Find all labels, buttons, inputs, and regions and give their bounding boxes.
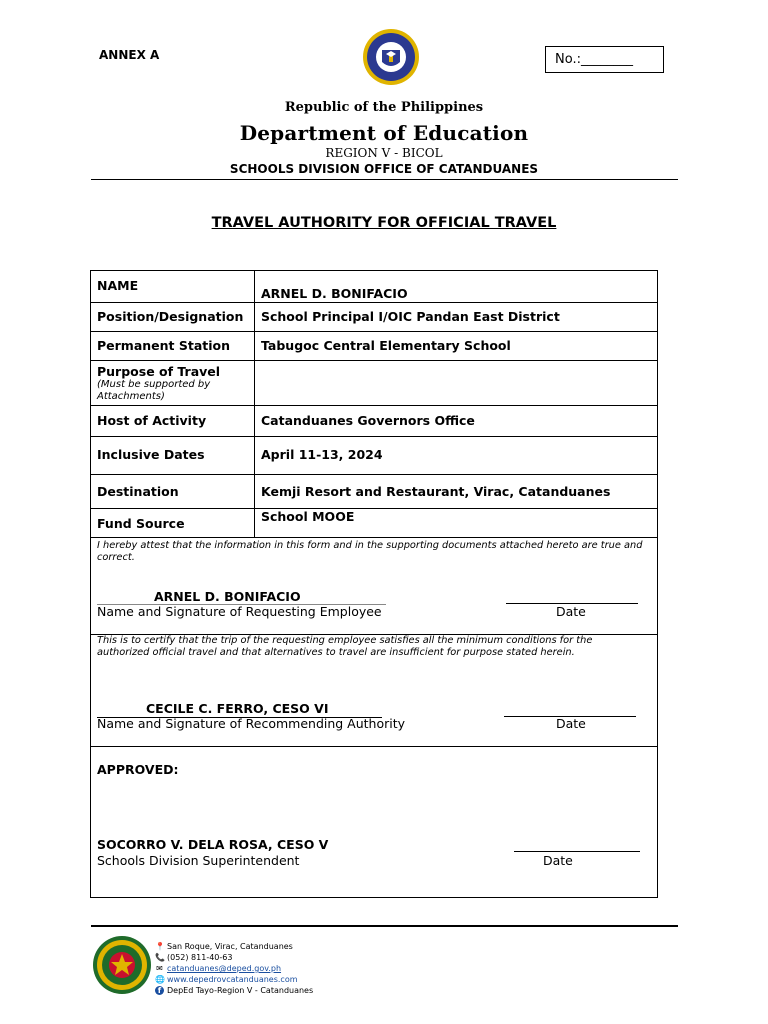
name-label: NAME [91, 271, 255, 302]
footer-divider [91, 925, 678, 927]
name-value: ARNEL D. BONIFACIO [261, 286, 408, 301]
header-divider [91, 179, 678, 180]
footer-facebook-text: DepEd Tayo-Region V - Catanduanes [167, 986, 314, 995]
superintendent-title: Schools Division Superintendent [97, 853, 300, 868]
row-station [91, 332, 657, 361]
envelope-icon: ✉ [156, 964, 163, 973]
row-name [91, 271, 657, 303]
host-value: Catanduanes Governors Office [261, 413, 475, 428]
footer-phone-text: (052) 811-40-63 [167, 953, 233, 962]
employee-signature-caption: Name and Signature of Requesting Employee [97, 604, 382, 619]
division-heading: SCHOOLS DIVISION OFFICE OF CATANDUANES [229, 162, 539, 176]
phone-icon: 📞 [155, 953, 165, 962]
footer-email-link[interactable]: catanduanes@deped.gov.ph [167, 964, 282, 973]
row-fund [91, 509, 657, 538]
certify-section [91, 635, 657, 747]
row-host [91, 406, 657, 437]
row-destination [91, 475, 657, 509]
approval-section [91, 747, 657, 897]
region-heading: REGION V - BICOL [325, 146, 443, 160]
recommending-date-label: Date [556, 716, 586, 731]
row-position [91, 303, 657, 332]
globe-icon: 🌐 [155, 975, 165, 984]
attest-section [91, 538, 657, 635]
facebook-icon: f [155, 986, 164, 995]
destination-label: Destination [91, 475, 255, 508]
location-pin-icon: 📍 [155, 942, 165, 951]
employee-date-label: Date [556, 604, 586, 619]
certify-text: This is to certify that the trip of the requesting employee satisfies all the minimum conditions for the authorized official travel and that alternatives to travel are insufficient for purpose stated herein. [97, 635, 593, 658]
fund-value: School MOOE [261, 509, 355, 524]
document-number-field: No.:________ [545, 46, 664, 73]
fund-label: Fund Source [91, 509, 255, 537]
host-label: Host of Activity [91, 406, 255, 436]
position-label: Position/Designation [91, 303, 255, 331]
approval-date-line [514, 851, 640, 852]
row-purpose [91, 361, 657, 406]
superintendent-name: SOCORRO V. DELA ROSA, CESO V [97, 837, 329, 852]
position-value: School Principal I/OIC Pandan East District [261, 309, 560, 324]
approved-label: APPROVED: [97, 762, 179, 777]
footer-address [155, 941, 293, 952]
purpose-cell [91, 361, 255, 405]
approval-date-label: Date [543, 853, 573, 868]
footer-address-text: San Roque, Virac, Catanduanes [167, 942, 293, 951]
station-value: Tabugoc Central Elementary School [261, 338, 511, 353]
attest-text: I hereby attest that the information in this form and in the supporting documents attached hereto are true and correct. [97, 540, 643, 563]
footer-website [155, 974, 298, 985]
purpose-label: Purpose of Travel [97, 364, 221, 379]
department-heading: Department of Education [239, 121, 529, 145]
employee-name: ARNEL D. BONIFACIO [154, 589, 301, 604]
footer-facebook [155, 985, 313, 996]
destination-value: Kemji Resort and Restaurant, Virac, Catanduanes [261, 484, 611, 499]
recommending-authority-name: CECILE C. FERRO, CESO VI [146, 701, 329, 716]
footer-website-link[interactable]: www.depedrovcatanduanes.com [167, 975, 298, 984]
deped-seal-logo [362, 28, 420, 86]
dates-label: Inclusive Dates [91, 437, 255, 474]
republic-heading: Republic of the Philippines [284, 100, 484, 115]
footer-email [155, 963, 281, 974]
recommending-signature-caption: Name and Signature of Recommending Authority [97, 716, 406, 731]
travel-authority-form [90, 270, 658, 898]
row-dates [91, 437, 657, 475]
purpose-note: (Must be supported by Attachments) [97, 379, 211, 402]
form-title: TRAVEL AUTHORITY FOR OFFICIAL TRAVEL [211, 215, 557, 231]
station-label: Permanent Station [91, 332, 255, 360]
sdo-catanduanes-seal-logo [92, 935, 152, 995]
annex-label: ANNEX A [99, 48, 160, 62]
dates-value: April 11-13, 2024 [261, 447, 383, 462]
footer-phone [155, 952, 232, 963]
